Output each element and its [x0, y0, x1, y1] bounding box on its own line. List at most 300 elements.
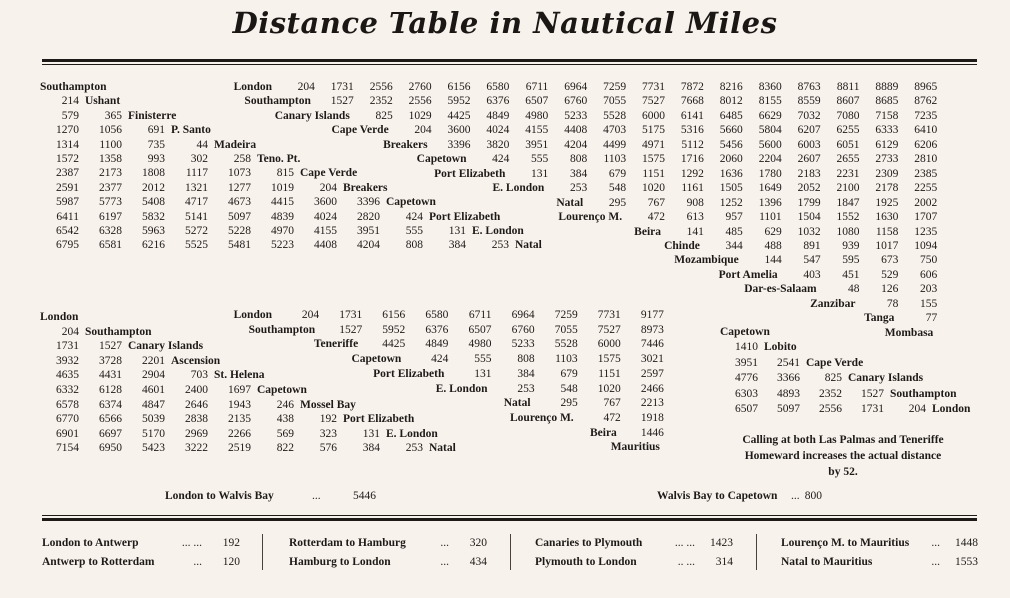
port-label: Lourenço M. — [558, 211, 623, 224]
distance-cell: 5223 — [271, 239, 294, 252]
distance-cell: 2012 — [142, 181, 165, 194]
distance-cell: 5773 — [99, 196, 122, 209]
distance-cell: 6333 — [875, 124, 899, 137]
port-label: St. Helena — [214, 369, 265, 382]
distance-cell: 4849 — [425, 338, 449, 351]
distance-cell: 1103 — [603, 153, 627, 166]
distance-cell: 258 — [233, 153, 251, 165]
distance-cell: 2556 — [369, 81, 393, 93]
distance-cell: 7080 — [836, 109, 860, 122]
distance-cell: 424 — [492, 153, 510, 166]
distance-cell: 1101 — [759, 211, 782, 224]
distance-cell: 2646 — [185, 398, 208, 411]
port-label: Madeira — [214, 138, 257, 151]
distance-cell: 767 — [647, 196, 665, 209]
distance-cell: 6206 — [914, 138, 938, 151]
port-label: Port Elizabeth — [429, 210, 501, 223]
port-label: Cape Verde — [806, 356, 864, 369]
distance-cell: 1575 — [597, 353, 621, 366]
port-label: Southampton — [248, 323, 316, 336]
distance-cell: 5528 — [603, 109, 627, 122]
distance-cell: 939 — [842, 239, 860, 252]
distance-cell: 1707 — [914, 211, 938, 224]
distance-cell: 6303 — [735, 387, 758, 400]
distance-cell: 253 — [491, 239, 509, 252]
distance-cell: 302 — [190, 153, 208, 165]
distance-cell: 679 — [560, 367, 578, 380]
distance-cell: 9177 — [640, 309, 664, 321]
distance-cell: 424 — [405, 210, 423, 223]
distance-cell: 5272 — [185, 225, 208, 237]
distance-cell: 2820 — [357, 210, 380, 223]
route-distance: 120 — [222, 556, 240, 568]
distance-cell: 3951 — [525, 138, 549, 151]
distance-cell: 3396 — [357, 196, 380, 209]
distance-cell: 1731 — [56, 340, 79, 353]
distance-cell: 1103 — [555, 353, 578, 366]
distance-cell: 548 — [560, 382, 578, 395]
distance-cell: 3222 — [185, 442, 208, 455]
distance-cell: 7731 — [597, 309, 621, 321]
distance-cell: 6374 — [99, 398, 122, 411]
port-label: Ascension — [171, 354, 221, 367]
port-label: Port Elizabeth — [434, 167, 506, 180]
distance-cell: 1572 — [56, 153, 79, 165]
distance-cell: 1292 — [680, 167, 704, 180]
distance-cell: 6542 — [56, 225, 79, 237]
distance-cell: 1630 — [875, 211, 899, 224]
distance-cell: 7259 — [603, 81, 627, 93]
distance-cell: 1527 — [330, 95, 354, 108]
walvis-london-dots: ... — [312, 490, 321, 502]
distance-cell: 4204 — [564, 138, 588, 151]
port-label: Natal — [503, 397, 531, 410]
footer-rule — [42, 518, 977, 521]
distance-cell: 6711 — [468, 309, 492, 321]
distance-cell: 3396 — [447, 138, 471, 151]
port-label: Capetown — [386, 196, 436, 209]
port-label: Canary Islands — [848, 372, 924, 385]
distance-cell: 8216 — [719, 81, 743, 93]
port-label: P. Santo — [171, 124, 211, 137]
distance-cell: 7527 — [641, 95, 665, 108]
port-label: Teno. Pt. — [257, 153, 301, 165]
distance-cell: 2178 — [875, 182, 899, 195]
distance-cell: 131 — [531, 167, 549, 180]
distance-cell: 2204 — [758, 153, 782, 166]
distance-cell: 5660 — [719, 124, 743, 137]
distance-cell: 1020 — [641, 182, 665, 195]
distance-cell: 2231 — [836, 167, 860, 180]
distance-cell: 4425 — [447, 109, 471, 122]
distance-cell: 825 — [375, 109, 393, 122]
distance-cell: 2400 — [185, 384, 208, 396]
distance-cell: 126 — [881, 283, 899, 296]
distance-cell: 2060 — [719, 153, 743, 166]
distance-cell: 488 — [764, 239, 782, 252]
distance-cell: 4601 — [142, 384, 165, 396]
distance-cell: 7668 — [680, 95, 704, 108]
distance-cell: 2904 — [142, 369, 165, 382]
distance-cell: 1117 — [185, 167, 208, 180]
distance-cell: 5316 — [680, 124, 704, 137]
distance-cell: 323 — [319, 427, 337, 440]
page-title: Distance Table in Nautical Miles — [232, 6, 778, 40]
distance-cell: 6051 — [836, 138, 860, 151]
distance-cell: 8607 — [836, 95, 860, 108]
port-label: E. London — [435, 382, 488, 395]
route-label: Antwerp to Rotterdam — [42, 556, 155, 568]
port-label: London — [932, 403, 971, 415]
distance-cell: 7158 — [875, 109, 899, 122]
port-label: Ushant — [85, 95, 121, 108]
port-label: Port Elizabeth — [343, 413, 415, 426]
distance-cell: 7032 — [797, 109, 821, 122]
port-label: Canary Islands — [274, 109, 350, 122]
distance-cell: 1716 — [680, 153, 704, 166]
distance-cell: 48 — [847, 283, 860, 296]
distance-cell: 6003 — [797, 138, 821, 151]
homeward-note — [718, 432, 968, 480]
port-label: Zanzibar — [810, 297, 856, 310]
distance-cell: 7055 — [554, 323, 578, 336]
port-label: Lobito — [764, 341, 797, 354]
distance-cell: 6485 — [719, 109, 743, 122]
route-distance: 1448 — [955, 537, 978, 549]
distance-cell: 6507 — [735, 403, 758, 415]
distance-cell: 5423 — [142, 442, 165, 455]
distance-cell: 1446 — [640, 426, 664, 439]
distance-cell: 2607 — [797, 153, 821, 166]
distance-cell: 1161 — [681, 182, 704, 195]
distance-cell: 767 — [603, 397, 621, 410]
distance-cell: 5456 — [719, 138, 743, 151]
distance-cell: 384 — [362, 442, 380, 455]
note-line: Calling at both Las Palmas and Teneriffe — [742, 434, 944, 446]
distance-cell: 555 — [405, 225, 423, 237]
distance-cell: 384 — [517, 367, 535, 380]
distance-cell: 4204 — [357, 239, 380, 252]
distance-cell: 6901 — [56, 427, 79, 440]
port-label: Tanga — [864, 312, 895, 325]
route-distance: 1423 — [710, 537, 733, 549]
distance-cell: 822 — [276, 442, 294, 455]
distance-cell: 77 — [925, 312, 938, 325]
port-label: Port Amelia — [718, 268, 778, 281]
distance-cell: 4717 — [185, 196, 208, 209]
distance-cell: 6580 — [486, 81, 510, 93]
distance-cell: 629 — [764, 225, 782, 238]
distance-cell: 131 — [362, 427, 380, 440]
distance-cell: 5481 — [228, 239, 251, 252]
distance-cell: 4635 — [56, 369, 79, 382]
distance-cell: 1358 — [99, 153, 122, 165]
distance-cell: 548 — [608, 182, 627, 195]
distance-cell: 2597 — [640, 367, 664, 380]
distance-cell: 295 — [560, 397, 578, 410]
distance-cell: 6216 — [142, 239, 165, 252]
distance-cell: 1270 — [56, 124, 79, 137]
port-label: Natal — [515, 239, 542, 252]
distance-cell: 595 — [842, 254, 860, 267]
top-rule-thin — [42, 64, 977, 65]
port-label: Natal — [556, 196, 584, 209]
distance-cell: 6411 — [56, 210, 79, 223]
distance-cell: 6629 — [758, 109, 782, 122]
distance-cell: 1799 — [797, 196, 821, 209]
distance-cell: 1731 — [339, 309, 363, 321]
distance-cell: 6770 — [56, 413, 79, 426]
distance-cell: 1575 — [641, 153, 665, 166]
route-dots: ... — [931, 537, 940, 549]
walvis-london-label: London to Walvis Bay — [165, 490, 274, 502]
distance-cell: 384 — [569, 167, 588, 180]
distance-cell: 8811 — [836, 81, 860, 93]
footer-divider — [510, 534, 511, 570]
distance-cell: 1527 — [861, 387, 884, 400]
distance-cell: 6507 — [525, 95, 549, 108]
port-label: E. London — [386, 427, 438, 440]
distance-cell: 6507 — [468, 323, 492, 336]
distance-cell: 4980 — [525, 109, 549, 122]
route-distance: 314 — [715, 556, 733, 568]
distance-cell: 4425 — [382, 338, 406, 351]
distance-cell: 2002 — [914, 196, 938, 209]
port-label: E. London — [472, 225, 524, 237]
distance-cell: 1527 — [339, 323, 363, 336]
distance-cell: 204 — [61, 325, 79, 338]
distance-cell: 2052 — [797, 182, 821, 195]
port-label: Port Elizabeth — [373, 367, 445, 380]
distance-cell: 6207 — [797, 124, 821, 137]
distance-cell: 192 — [319, 413, 337, 426]
distance-cell: 1252 — [719, 196, 743, 209]
distance-cell: 1808 — [142, 167, 165, 180]
distance-cell: 4776 — [735, 372, 758, 385]
port-label: Teneriffe — [313, 338, 359, 351]
distance-cell: 613 — [686, 211, 704, 224]
distance-cell: 569 — [276, 427, 294, 440]
port-label: Natal — [429, 442, 456, 455]
distance-cell: 155 — [920, 297, 938, 310]
port-label: Capetown — [351, 353, 402, 366]
route-label: Canaries to Plymouth — [535, 537, 643, 549]
port-label: Canary Islands — [128, 340, 204, 353]
port-label: Cape Verde — [331, 124, 389, 137]
distance-cell: 1020 — [597, 382, 621, 395]
distance-cell: 4431 — [99, 369, 122, 382]
distance-cell: 2385 — [914, 167, 938, 180]
distance-cell: 6760 — [511, 323, 535, 336]
distance-cell: 1780 — [758, 167, 782, 180]
distance-cell: 6950 — [99, 442, 122, 455]
distance-cell: 6697 — [99, 427, 122, 440]
distance-cell: 253 — [569, 182, 588, 195]
distance-cell: 4849 — [486, 109, 510, 122]
distance-cell: 1918 — [640, 411, 664, 424]
distance-cell: 529 — [881, 268, 899, 281]
distance-cell: 5963 — [142, 225, 165, 237]
distance-cell: 2519 — [228, 442, 251, 455]
distance-cell: 5600 — [758, 138, 782, 151]
top-rule — [42, 59, 977, 62]
distance-cell: 4415 — [271, 196, 294, 209]
distance-cell: 1080 — [836, 225, 860, 238]
route-distance: 1553 — [955, 556, 978, 568]
distance-cell: 4024 — [486, 124, 510, 137]
distance-cell: 2135 — [228, 413, 251, 426]
port-label: Breakers — [343, 181, 388, 194]
distance-cell: 5141 — [185, 210, 208, 223]
distance-cell: 2760 — [408, 81, 432, 93]
distance-cell: 204 — [414, 124, 432, 137]
distance-cell: 1943 — [228, 398, 251, 411]
distance-cell: 44 — [196, 138, 208, 151]
distance-cell: 2201 — [142, 354, 165, 367]
distance-cell: 1925 — [875, 196, 899, 209]
route-dots: ... ... — [674, 537, 695, 549]
distance-cell: 1158 — [875, 225, 899, 238]
distance-cell: 1314 — [56, 138, 79, 151]
distance-cell: 6141 — [680, 109, 704, 122]
distance-cell: 1029 — [408, 109, 432, 122]
route-dots: ... — [931, 556, 940, 568]
distance-cell: 4673 — [228, 196, 251, 209]
distance-cell: 1094 — [914, 239, 938, 252]
distance-cell: 1100 — [99, 138, 122, 151]
distance-cell: 2309 — [875, 167, 899, 180]
distance-cell: 6410 — [914, 124, 938, 137]
distance-cell: 403 — [803, 268, 821, 281]
distance-cell: 1505 — [719, 182, 743, 195]
distance-cell: 815 — [276, 167, 294, 180]
distance-cell: 4408 — [314, 239, 337, 252]
distance-cell: 3932 — [56, 354, 79, 367]
distance-cell: 295 — [608, 196, 627, 209]
port-label: Southampton — [40, 81, 107, 93]
distance-cell: 6376 — [486, 95, 510, 108]
route-distance: 192 — [222, 537, 240, 549]
distance-cell: 957 — [725, 211, 743, 224]
distance-cell: 808 — [569, 153, 588, 166]
distance-cell: 6332 — [56, 384, 79, 396]
footer-divider — [756, 534, 757, 570]
port-label: Capetown — [720, 326, 770, 338]
distance-cell: 3951 — [735, 356, 758, 369]
distance-cell: 2541 — [777, 356, 800, 369]
route-dots: ... — [440, 537, 449, 549]
distance-cell: 2100 — [836, 182, 860, 195]
port-label: Mozambique — [674, 254, 739, 267]
note-line: Homeward increases the actual distance — [744, 450, 942, 462]
distance-cell: 8559 — [797, 95, 821, 108]
distance-cell: 2183 — [797, 167, 821, 180]
distance-cell: 4839 — [271, 210, 294, 223]
port-label: Southampton — [890, 387, 957, 400]
distance-cell: 5112 — [681, 138, 704, 151]
route-label: Lourenço M. to Mauritius — [781, 537, 910, 549]
distance-cell: 891 — [803, 239, 821, 252]
walvis-london-value: 5446 — [353, 490, 376, 502]
distance-cell: 6328 — [99, 225, 122, 237]
distance-cell: 1847 — [836, 196, 860, 209]
distance-cell: 3600 — [314, 196, 337, 209]
distance-cell: 606 — [920, 268, 938, 281]
distance-cell: 2838 — [185, 413, 208, 426]
port-label: London — [233, 309, 272, 321]
distance-cell: 7055 — [603, 95, 627, 108]
distance-cell: 8965 — [914, 81, 938, 93]
distance-cell: 2591 — [56, 181, 79, 194]
distance-cell: 2556 — [819, 403, 842, 415]
distance-cell: 4971 — [641, 138, 665, 151]
route-distance: 320 — [469, 537, 487, 549]
distance-cell: 6156 — [382, 309, 406, 321]
distance-cell: 1019 — [271, 181, 294, 194]
distance-cell: 555 — [474, 353, 492, 366]
distance-cell: 5525 — [185, 239, 208, 252]
distance-cell: 365 — [104, 109, 122, 122]
distance-cell: 1410 — [735, 341, 758, 354]
distance-cell: 1697 — [228, 384, 251, 396]
distance-cell: 703 — [190, 369, 208, 382]
port-label: Mombasa — [884, 326, 934, 339]
distance-cell: 204 — [319, 181, 337, 194]
distance-cell: 8762 — [914, 95, 938, 108]
distance-cell: 1649 — [758, 182, 782, 195]
distance-cell: 204 — [301, 309, 320, 321]
distance-cell: 5952 — [382, 323, 406, 336]
distance-cell: 5039 — [142, 413, 165, 426]
distance-cell: 1321 — [185, 181, 208, 194]
distance-cell: 253 — [517, 382, 535, 395]
distance-cell: 5987 — [56, 196, 79, 209]
distance-cell: 204 — [908, 403, 926, 415]
distance-cell: 6000 — [597, 338, 621, 351]
distance-cell: 4970 — [271, 225, 294, 237]
distance-cell: 3366 — [777, 372, 800, 385]
distance-cell: 576 — [319, 442, 337, 455]
footer-rule-thin — [42, 515, 977, 516]
distance-cell: 144 — [764, 254, 782, 267]
distance-cell: 438 — [276, 413, 294, 426]
port-label: Cape Verde — [300, 167, 358, 180]
distance-cell: 214 — [61, 95, 79, 108]
port-label: Breakers — [383, 138, 428, 151]
distance-cell: 424 — [431, 353, 449, 366]
distance-cell: 1731 — [330, 81, 354, 93]
distance-cell: 673 — [881, 254, 899, 267]
distance-cell: 6129 — [875, 138, 899, 151]
distance-cell: 8155 — [758, 95, 782, 108]
port-label: Mossel Bay — [300, 398, 356, 411]
port-label: Lourenço M. — [510, 411, 574, 424]
distance-cell: 4703 — [603, 124, 627, 137]
distance-cell: 6795 — [56, 239, 79, 252]
distance-cell: 8889 — [875, 81, 899, 93]
distance-cell: 1552 — [836, 211, 860, 224]
distance-cell: 4499 — [603, 138, 627, 151]
distance-cell: 7235 — [914, 109, 938, 122]
distance-cell: 3820 — [486, 138, 510, 151]
port-label: Beira — [589, 426, 617, 439]
distance-cell: 6566 — [99, 413, 122, 426]
walvis-capetown-dots: ... — [791, 490, 800, 502]
distance-cell: 6156 — [447, 81, 471, 93]
distance-cell: 5170 — [142, 427, 165, 440]
distance-cell: 7259 — [554, 309, 578, 321]
port-label: E. London — [492, 182, 545, 195]
